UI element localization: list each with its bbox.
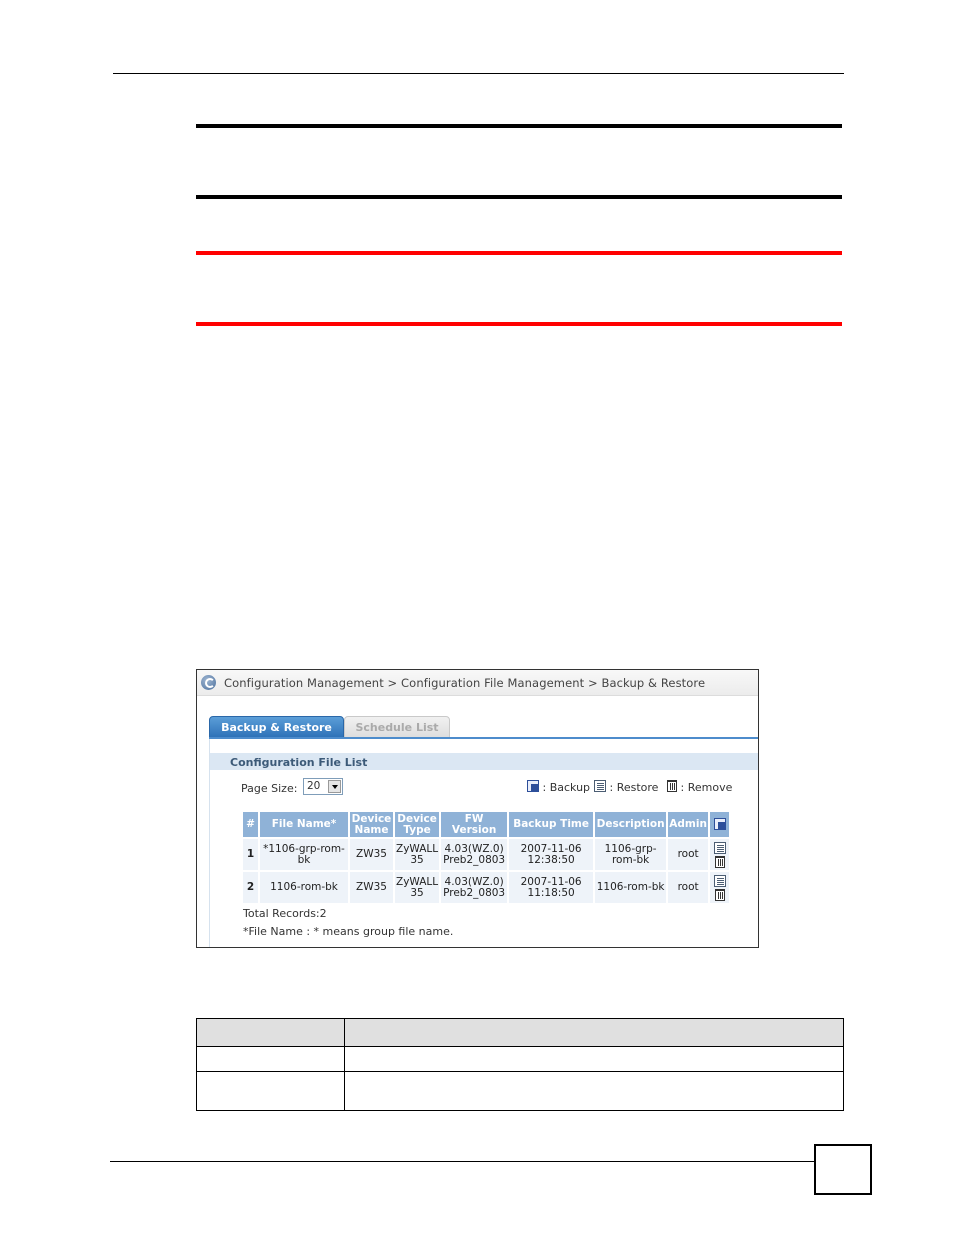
backup-icon[interactable] <box>714 818 726 830</box>
legend-restore-label: : Restore <box>609 781 659 794</box>
row-actions <box>710 872 729 903</box>
row-admin: root <box>668 872 708 903</box>
row-device-name: ZW35 <box>350 839 393 870</box>
row-admin: root <box>668 839 708 870</box>
restore-icon[interactable] <box>714 842 726 854</box>
row-description: 1106-rom-bk <box>595 872 666 903</box>
col-header-description[interactable]: Description <box>595 812 666 837</box>
file-name-note: *File Name : * means group file name. <box>243 925 454 938</box>
note-top-rule <box>196 124 842 128</box>
row-fw-version: 4.03(WZ.0) Preb2_0803 <box>441 872 507 903</box>
row-backup-time: 2007-11-06 11:18:50 <box>509 872 593 903</box>
refresh-icon[interactable] <box>201 675 216 690</box>
row-actions <box>710 839 729 870</box>
trash-icon[interactable] <box>715 856 725 868</box>
table-row <box>243 872 729 903</box>
row-description: 1106-grp-rom-bk <box>595 839 666 870</box>
breadcrumb: Configuration Management > Configuration File Management > Backup & Restore <box>224 676 706 690</box>
table-header-cell <box>197 1019 345 1047</box>
backup-icon <box>527 780 539 792</box>
table-cell <box>197 1047 345 1072</box>
config-file-table <box>241 810 731 905</box>
tab-backup-restore[interactable]: Backup & Restore <box>209 716 344 738</box>
row-number: 2 <box>243 872 258 903</box>
row-number: 1 <box>243 839 258 870</box>
legend-restore <box>594 780 658 794</box>
legend-remove <box>667 780 732 794</box>
breadcrumb-bar <box>197 670 758 696</box>
row-file-name: 1106-rom-bk <box>260 872 348 903</box>
col-header-action <box>710 812 729 837</box>
restore-icon <box>594 780 606 792</box>
row-backup-time: 2007-11-06 12:38:50 <box>509 839 593 870</box>
total-records: Total Records:2 <box>243 907 327 920</box>
row-device-name: ZW35 <box>350 872 393 903</box>
col-header-device-name[interactable]: Device Name <box>351 812 392 836</box>
col-header-fw-version[interactable]: FW Version <box>441 812 507 837</box>
legend-remove-label: : Remove <box>680 781 733 794</box>
chevron-down-icon[interactable] <box>328 780 341 793</box>
table-header-row <box>243 812 729 837</box>
warning-top-rule <box>196 251 842 255</box>
table-header-cell <box>345 1019 844 1047</box>
page-size-value: 20 <box>307 780 321 792</box>
col-header-device-type[interactable]: Device Type <box>395 812 439 837</box>
page-size-select[interactable] <box>303 778 343 795</box>
row-device-type: ZyWALL 35 <box>395 839 439 870</box>
col-header-number: # <box>243 812 258 837</box>
table-header-row <box>197 1019 844 1047</box>
col-header-backup-time[interactable]: Backup Time <box>509 812 593 837</box>
table-cell <box>197 1072 345 1111</box>
legend-backup-label: : Backup <box>542 781 591 794</box>
note-bottom-rule <box>196 195 842 199</box>
field-description-table <box>196 1018 844 1111</box>
table-cell <box>345 1047 844 1072</box>
col-header-admin[interactable]: Admin <box>668 812 708 837</box>
ui-screenshot <box>196 669 759 948</box>
table-row <box>243 839 729 870</box>
page-size-label: Page Size: <box>241 782 298 795</box>
row-file-name: *1106-grp-rom-bk <box>260 839 348 870</box>
table-row <box>197 1072 844 1111</box>
trash-icon <box>667 780 677 792</box>
panel-title: Configuration File List <box>230 756 368 769</box>
row-fw-version: 4.03(WZ.0) Preb2_0803 <box>441 839 507 870</box>
restore-icon[interactable] <box>714 875 726 887</box>
table-row <box>197 1047 844 1072</box>
col-header-file-name[interactable]: File Name* <box>260 812 348 837</box>
table-cell <box>345 1072 844 1111</box>
config-file-panel <box>209 739 758 947</box>
page-header-rule <box>113 73 844 74</box>
row-device-type: ZyWALL 35 <box>395 872 439 903</box>
tab-schedule-list[interactable]: Schedule List <box>344 716 450 738</box>
trash-icon[interactable] <box>715 889 725 901</box>
warning-bottom-rule <box>196 322 842 326</box>
page-footer-rule <box>110 1161 816 1162</box>
page-number-box <box>814 1144 872 1195</box>
legend-backup <box>527 780 590 794</box>
